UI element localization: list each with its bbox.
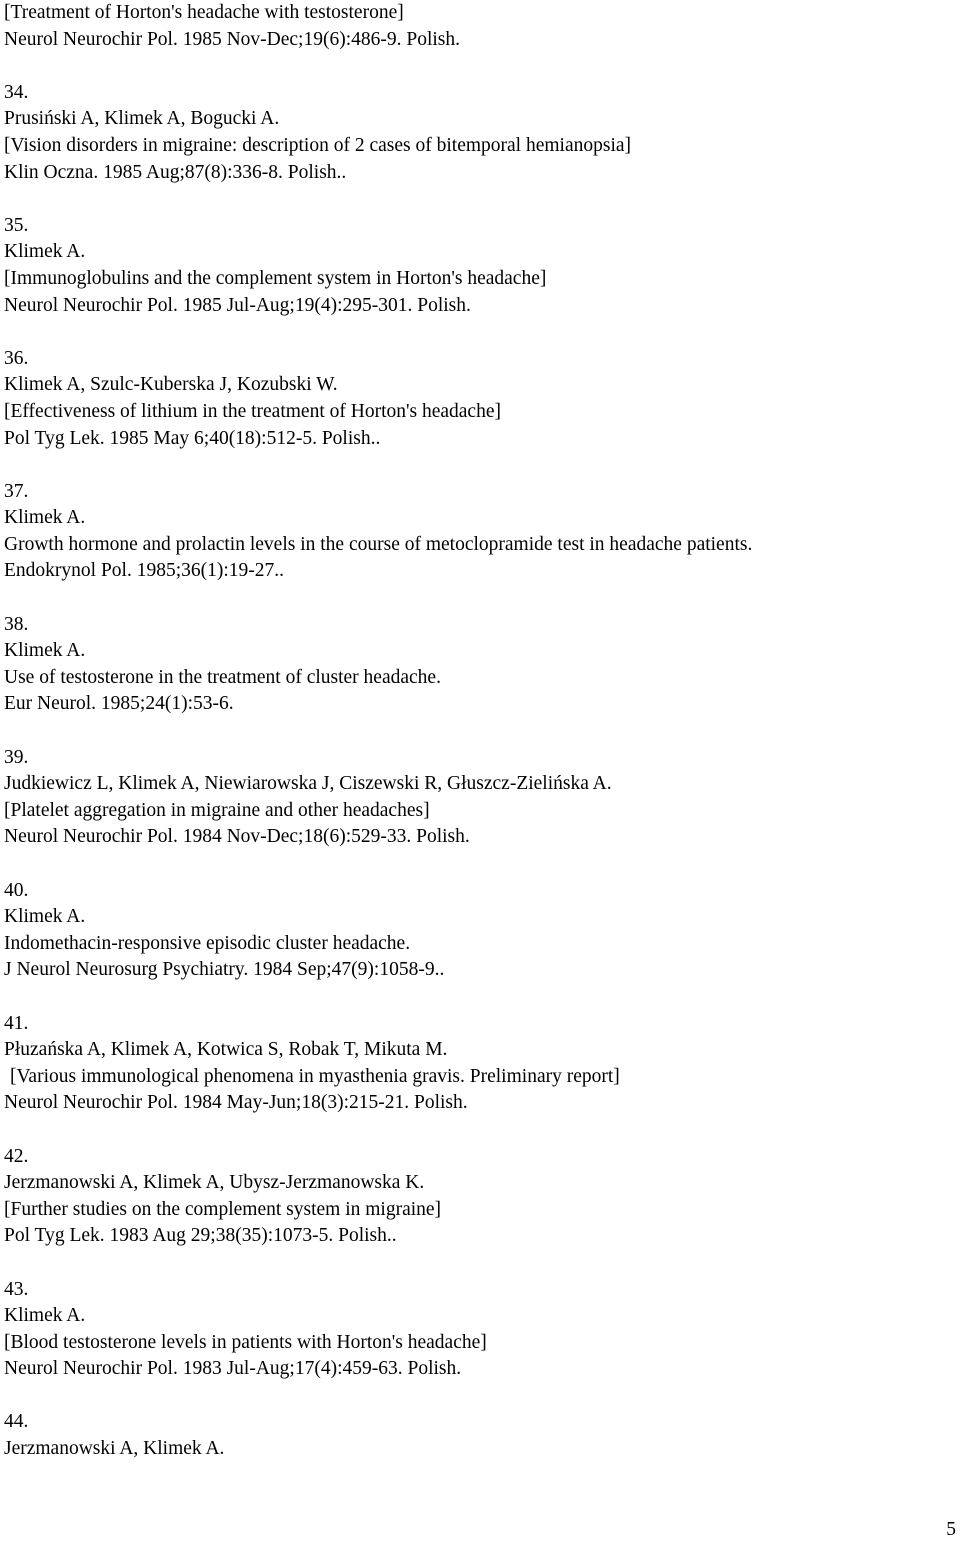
spacer <box>4 718 954 745</box>
reference-citation: Neurol Neurochir Pol. 1983 Jul-Aug;17(4):459-63. Polish. <box>4 1358 462 1380</box>
reference-number: 44. <box>4 1411 29 1433</box>
reference-title: [Vision disorders in migraine: description of 2 cases of bitemporal hemianopsia] <box>4 134 632 156</box>
spacer <box>4 1117 954 1144</box>
reference-number: 39. <box>4 746 29 768</box>
reference-title: Growth hormone and prolactin levels in the course of metoclopramide test in headache patients. <box>4 533 753 555</box>
reference-entry <box>4 1409 954 1462</box>
reference-citation: Pol Tyg Lek. 1983 Aug 29;38(35):1073-5. Polish.. <box>4 1225 397 1247</box>
reference-number: 36. <box>4 347 29 369</box>
spacer <box>4 319 954 346</box>
reference-number: 41. <box>4 1012 29 1034</box>
spacer <box>4 585 954 612</box>
reference-citation: J Neurol Neurosurg Psychiatry. 1984 Sep;47(9):1058-9.. <box>4 959 445 981</box>
reference-authors: Klimek A. <box>4 241 86 263</box>
reference-entry <box>4 213 954 319</box>
reference-entry <box>4 745 954 851</box>
reference-title: [Effectiveness of lithium in the treatment of Horton's headache] <box>4 400 501 422</box>
reference-entry <box>4 1011 954 1117</box>
reference-entry <box>4 479 954 585</box>
reference-number: 40. <box>4 879 29 901</box>
reference-title: [Various immunological phenomena in myasthenia gravis. Preliminary report] <box>10 1065 620 1087</box>
reference-authors: Płuzańska A, Klimek A, Kotwica S, Robak T, Mikuta M. <box>4 1039 448 1061</box>
reference-authors: Jerzmanowski A, Klimek A. <box>4 1438 225 1460</box>
reference-citation: Klin Oczna. 1985 Aug;87(8):336-8. Polish.. <box>4 161 347 183</box>
reference-entry <box>4 878 954 984</box>
reference-title: [Blood testosterone levels in patients with Horton's headache] <box>4 1331 487 1353</box>
reference-citation: Eur Neurol. 1985;24(1):53-6. <box>4 693 234 715</box>
continued-reference <box>4 0 954 53</box>
reference-number: 38. <box>4 613 29 635</box>
spacer <box>4 851 954 878</box>
spacer <box>4 53 954 80</box>
reference-authors: Klimek A, Szulc-Kuberska J, Kozubski W. <box>4 374 338 396</box>
page-number: 5 <box>946 1519 956 1540</box>
reference-title: Use of testosterone in the treatment of cluster headache. <box>4 666 441 688</box>
reference-list-page <box>4 0 954 1463</box>
reference-authors: Judkiewicz L, Klimek A, Niewiarowska J, Ciszewski R, Głuszcz-Zielińska A. <box>4 773 612 795</box>
spacer <box>4 984 954 1011</box>
reference-number: 34. <box>4 81 29 103</box>
reference-title: [Further studies on the complement system in migraine] <box>4 1198 442 1220</box>
spacer <box>4 1250 954 1277</box>
reference-entry <box>4 80 954 186</box>
reference-authors: Klimek A. <box>4 906 86 928</box>
reference-number: 43. <box>4 1278 29 1300</box>
reference-title: Indomethacin-responsive episodic cluster headache. <box>4 932 411 954</box>
reference-title: [Treatment of Horton's headache with testosterone] <box>4 2 404 23</box>
reference-citation: Neurol Neurochir Pol. 1984 Nov-Dec;18(6):529-33. Polish. <box>4 826 470 848</box>
reference-citation: Pol Tyg Lek. 1985 May 6;40(18):512-5. Polish.. <box>4 427 381 449</box>
spacer <box>4 1383 954 1410</box>
spacer <box>4 452 954 479</box>
reference-entry <box>4 1144 954 1250</box>
reference-citation: Neurol Neurochir Pol. 1984 May-Jun;18(3):215-21. Polish. <box>4 1092 468 1114</box>
reference-authors: Klimek A. <box>4 640 86 662</box>
spacer <box>4 186 954 213</box>
reference-authors: Prusiński A, Klimek A, Bogucki A. <box>4 108 280 130</box>
reference-authors: Klimek A. <box>4 1305 86 1327</box>
reference-number: 35. <box>4 214 29 236</box>
reference-entry <box>4 612 954 718</box>
reference-citation: Neurol Neurochir Pol. 1985 Nov-Dec;19(6):486-9. Polish. <box>4 28 461 50</box>
reference-number: 42. <box>4 1145 29 1167</box>
reference-authors: Klimek A. <box>4 507 86 529</box>
reference-entry <box>4 1277 954 1383</box>
reference-number: 37. <box>4 480 29 502</box>
reference-authors: Jerzmanowski A, Klimek A, Ubysz-Jerzmanowska K. <box>4 1172 425 1194</box>
reference-title: [Platelet aggregation in migraine and other headaches] <box>4 799 430 821</box>
reference-entry <box>4 346 954 452</box>
reference-citation: Endokrynol Pol. 1985;36(1):19-27.. <box>4 560 285 582</box>
reference-title: [Immunoglobulins and the complement system in Horton's headache] <box>4 267 547 289</box>
reference-citation: Neurol Neurochir Pol. 1985 Jul-Aug;19(4):295-301. Polish. <box>4 294 471 316</box>
